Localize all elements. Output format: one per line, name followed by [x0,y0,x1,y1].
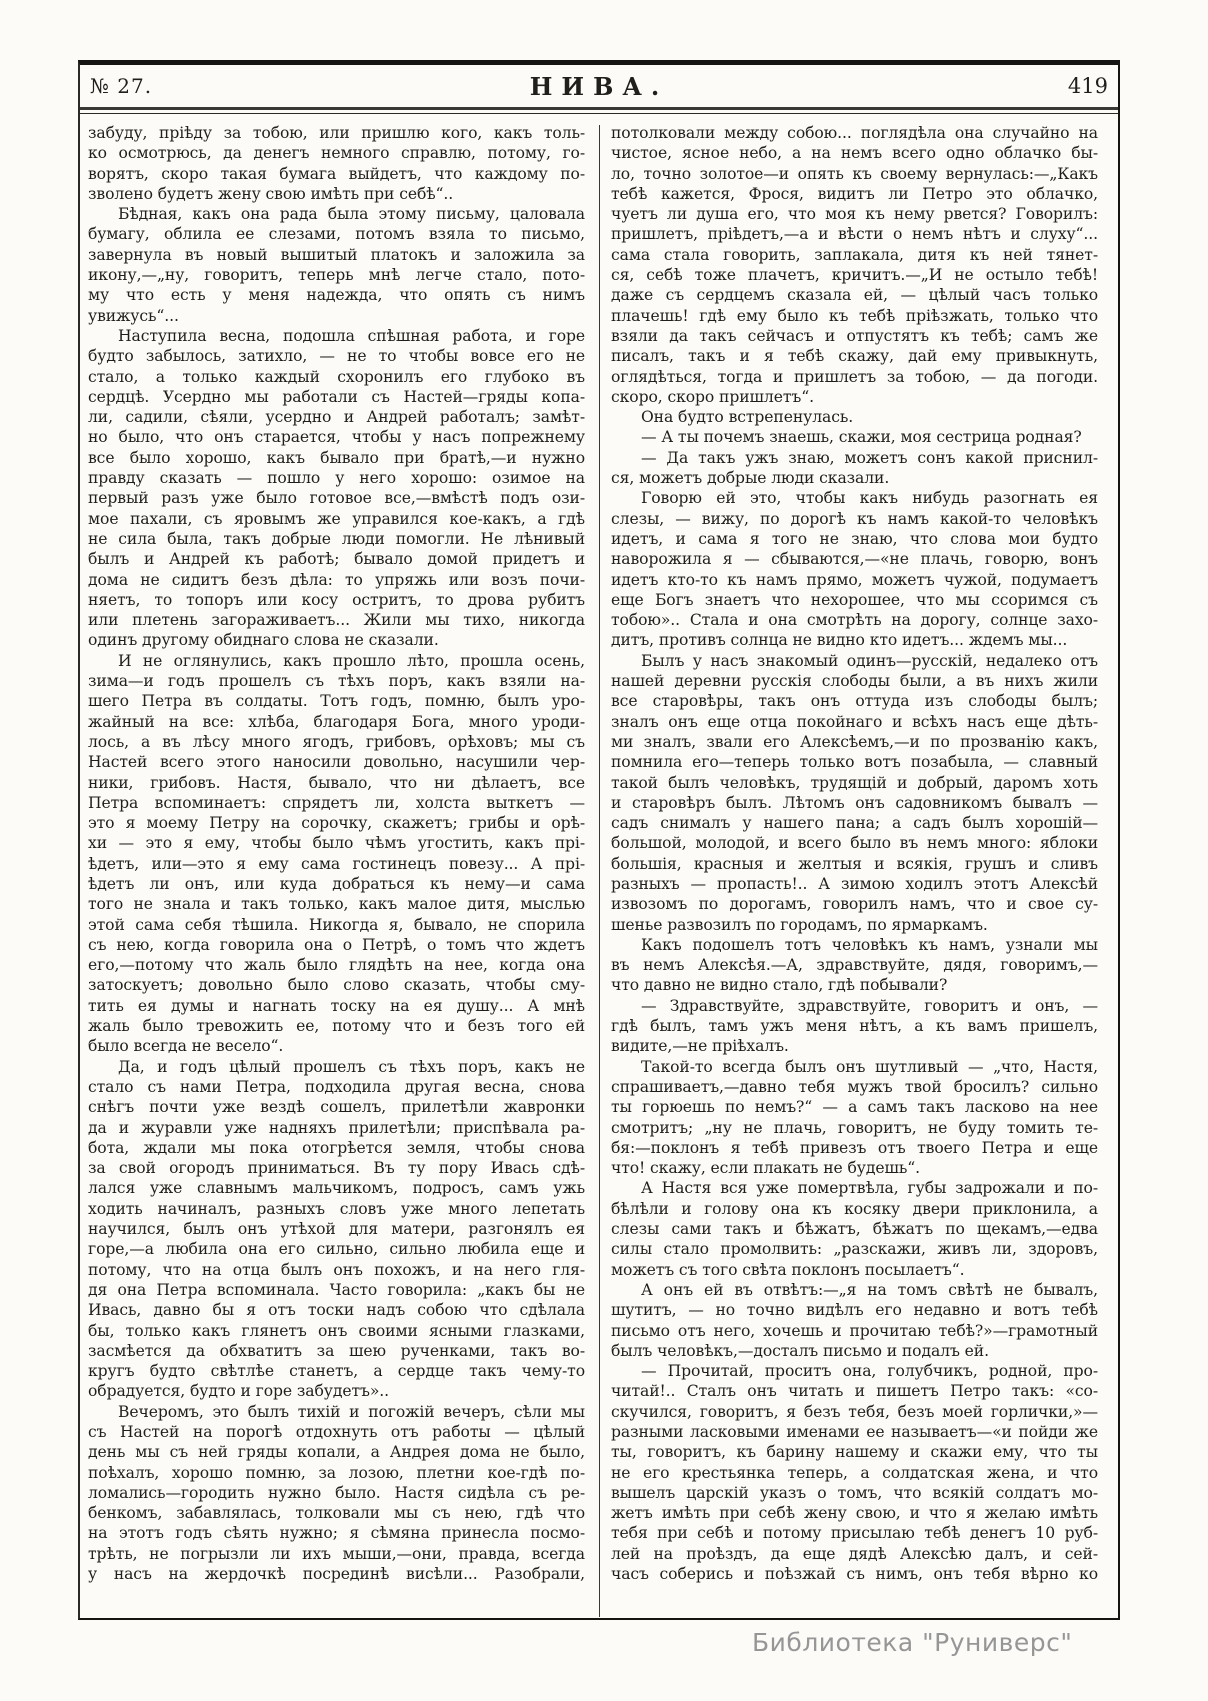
text-line: стало, а только каждый схоронилъ его глубоко въ [88,367,585,386]
page-number: 419 [1067,74,1108,98]
text-line: И не оглянулись, какъ прошло лѣто, прошла осень, [118,651,585,670]
text-line: садъ снималъ у нашего пана; а садъ былъ хорошій— [611,814,1098,833]
text-line: съ нею, когда говорила она о Петрѣ, о томъ что ждетъ [88,935,585,954]
text-line: Петра вспоминаетъ: спрядетъ ли, холста выткетъ — [88,793,585,812]
text-line: Наступила весна, подошла спѣшная работа, и горе [118,326,585,345]
text-line: писалъ, такъ и я тебѣ скажу, дай ему привыкнуть, [611,347,1098,366]
text-line: идетъ кто-то къ намъ прямо, можетъ чужой, подумаетъ [611,570,1098,589]
header-divider-rule [80,107,1118,114]
text-line: дитъ, противъ солнца не видно кто идетъ... ждемъ мы... [611,631,1068,650]
text-line: спрашиваетъ,—давно тебя мужъ твой бросилъ? сильно [611,1077,1098,1096]
text-columns [80,114,1118,1617]
issue-number: № 27. [90,74,153,98]
text-line: затоскуетъ; довольно было слово сказать, чтобы сму- [88,976,585,995]
text-line: было всегда не весело“. [88,1037,284,1056]
text-line: можетъ съ того свѣта поклонъ посылаетъ“. [611,1260,965,1279]
text-line: тобою».. Стала и она смотрѣть на дорогу, солнце захо- [611,611,1098,630]
text-line: шутитъ, — но точно видѣлъ его недавно и вотъ тебѣ [611,1301,1098,1320]
text-line: помнила его—теперь только вотъ позабыла, — славный [611,753,1098,772]
text-line: зналъ онъ еще отца покойнаго и всѣхъ насъ еще дѣть- [611,712,1098,731]
text-line: все было хорошо, какъ бывало при братѣ,—и нужно [88,448,585,467]
column-divider-rule [599,125,600,1617]
text-line: шего Петра въ солдаты. Тотъ годъ, помню, былъ уро- [88,692,585,711]
text-line: извозомъ по дорогамъ, говорилъ намъ, что и свое су- [611,895,1098,914]
text-line: взяли да такъ сейчасъ и отпустятъ къ тебѣ; самъ же [611,326,1098,345]
text-line: — Да такъ ужъ знаю, можетъ сонъ какой приснил- [641,448,1098,467]
text-line: но было, что онъ старается, чтобы у насъ попрежнему [88,428,585,447]
text-line: большія, красныя и желтыя и всякія, грушъ и сливъ [611,854,1098,873]
text-line: что давно не видно стало, гдѣ побывали? [611,976,948,995]
text-line: что! скажу, если плакать не будешь“. [611,1159,920,1178]
text-line: такой былъ человѣкъ, трудящій и добрый, даромъ хоть [611,773,1098,792]
text-line: былъ и Андрей къ работѣ; бывало домой придетъ и [88,550,585,569]
text-line: тить ея думы и нагнать тоску на ея душу... А мнѣ [88,996,585,1015]
text-line: зима—и годъ прошелъ съ тѣхъ поръ, какъ взяли на- [88,672,585,691]
text-line: слезы, — вижу, по дорогѣ къ намъ какой-то человѣкъ [611,509,1098,528]
text-line: одинъ другому обиднаго слова не сказали. [88,631,439,650]
text-line: разными ласковыми именами ее называетъ—«и пойди же [611,1423,1098,1441]
text-line: лался уже славнымъ мальчикомъ, подросъ, самъ ужь [88,1179,585,1198]
text-line: дома не сидитъ безъ дѣла: то упряжь или возъ почи- [88,570,585,589]
text-line: читай!.. Сталъ онъ читать и пишетъ Петро такъ: «со- [611,1382,1098,1401]
text-line: даже съ сердцемъ сказала ей, — цѣлый часъ только [611,286,1098,305]
text-line: разныхъ — пропасть!.. А зимою ходилъ этотъ Алексѣй [611,874,1098,893]
text-line: снѣгъ почти уже вездѣ сошелъ, прилетѣли жавронки [88,1098,585,1117]
page-header [80,65,1118,107]
text-line: жетъ имѣть при себѣ жену свою, и что я желаю имѣть [611,1504,1098,1523]
text-line: первый разъ уже было готовое все,—вмѣстѣ подъ ози- [88,489,585,508]
text-line: ло, точно золотое—и опять къ своему вернулась:—„Какъ [611,164,1098,183]
text-line: правду сказать — пошло у него хорошо: озимое на [88,469,585,488]
text-line: чистое, ясное небо, а на немъ всего одно облачко бы- [611,144,1098,163]
text-line: съ Настей на порогѣ отдохнуть отъ работы — цѣлый [88,1423,585,1441]
text-line: ты горюешь по немъ?“ — а самъ такъ ласково на нее [611,1098,1098,1117]
text-line: Былъ у насъ знакомый одинъ—русскій, недалеко отъ [641,651,1098,670]
column-left [88,123,585,1617]
text-line: лей на проѣздъ, да еще дядѣ Алексѣю далъ, и сей- [611,1544,1098,1563]
text-line: увижусь“... [88,306,179,325]
text-line: въ немъ Алексѣя.—А, здравствуйте, дядя, говоримъ,— [611,956,1098,975]
text-line: скучился, говоритъ, я безъ тебя, безъ моей горлички,»— [611,1402,1098,1421]
text-line: — Здравствуйте, здравствуйте, говоритъ и онъ, — [641,996,1098,1015]
text-line: ся, можетъ добрые люди сказали. [611,469,890,488]
column-right [611,123,1098,1617]
text-line: гдѣ былъ, тамъ ужъ меня нѣтъ, а къ вамъ пришелъ, [611,1017,1098,1036]
text-line: ходить начиналъ, разныхъ словъ уже много лепетать [88,1199,585,1218]
text-line: смотритъ; „ну не плачь, говоритъ, не буду томить те- [611,1118,1098,1137]
text-line: силы стало промолвить: „разскажи, живъ ли, здоровъ, [611,1240,1098,1259]
text-line: бы, только какъ глянетъ онъ своими ясными глазками, [88,1321,585,1340]
text-line: слезы сами такъ и бѣжатъ, бѣжатъ по щекамъ,—едва [611,1220,1098,1239]
text-line: горе,—а любила она его сильно, сильно любила еще и [88,1240,585,1259]
text-line: Бѣдная, какъ она рада была этому письму, цаловала [118,205,585,224]
text-line: шенье развозилъ по городамъ, по ярмаркамъ. [611,915,988,934]
text-line: письмо отъ него, хочешь и прочитаю тебѣ?»—грамотный [611,1321,1098,1340]
text-line: ѣдетъ, или—это я ему сама гостинецъ повезу... А прі- [88,854,585,873]
text-line: А онъ ей въ отвѣтъ:—„я на томъ свѣтѣ не бывалъ, [641,1280,1098,1299]
text-line: будто забылось, затихло, — не то чтобы вовсе его не [88,347,585,366]
text-line: у насъ на жердочкѣ посрединѣ висѣли... Разобрали, [88,1565,585,1584]
text-line: не его крестьянка теперь, а солдатская жена, и что [611,1463,1098,1482]
text-line: вышелъ царскій указъ о томъ, что всякій солдатъ мо- [611,1483,1098,1502]
text-line: бумагу, облила ее слезами, потомъ взяла то письмо, [88,225,585,244]
text-line: Какъ подошелъ тотъ человѣкъ къ намъ, узнали мы [641,935,1098,954]
text-line: дя она Петра вспоминала. Часто говорила: „какъ бы не [88,1280,585,1299]
text-line: не сила была, такъ добрые люди помогли. Не лѣнивый [88,529,585,548]
text-line: да и журавли уже надняхъ прилетѣли; приспѣвала ра- [88,1118,585,1137]
text-line: жаль было тревожить ее, потому что и безъ того ей [88,1017,585,1036]
text-line: его,—потому что жаль было глядѣть на нее, когда она [88,956,585,975]
text-line: Да, и годъ цѣлый прошелъ съ тѣхъ поръ, какъ не [118,1057,585,1076]
text-line: день мы съ ней гряды копали, а Андрея дома не было, [88,1443,585,1462]
text-line: бя:—поклонъ я тебѣ привезъ отъ твоего Петра и еще [611,1138,1098,1157]
text-line: все старовѣры, такъ онъ оттуда изъ слободы былъ; [611,692,1098,711]
text-line: наворожила я — сбываются,—«не плачь, говорю, вонъ [611,550,1098,569]
text-line: Она будто встрепенулась. [641,408,854,427]
text-line: Вечеромъ, это былъ тихій и погожій вечеръ, сѣли мы [118,1402,585,1421]
text-line: чуетъ ли душа его, что моя къ нему рвется? Говорилъ: [611,205,1098,224]
text-line: сердцѣ. Усердно мы работали съ Настей—гряды копа- [88,387,585,406]
text-line: или плетень загораживаетъ... Жили мы тихо, никогда [88,611,585,630]
text-line: пришлетъ, пріѣдетъ,—а и вѣсти о немъ нѣтъ и слуху“... [611,225,1098,244]
text-line: ли, садили, сѣяли, усердно и Андрей работалъ; замѣт- [88,408,585,427]
text-line: няетъ, то топоръ или косу остритъ, то дрова рубитъ [88,590,585,609]
text-line: идетъ, и сама я того не знаю, что слова мои будто [611,529,1098,548]
text-line: стало съ нами Петра, подходила другая весна, снова [88,1077,585,1096]
text-line: бота, ждали мы пока отогрѣется земля, чтобы снова [88,1138,585,1157]
text-line: сама стала говорить, заплакала, дитя къ ней тянет- [611,245,1098,264]
text-line: му что есть у меня надежда, что опять съ нимъ [88,286,585,305]
text-line: Говорю ей это, чтобы какъ нибудь разогнать ея [641,489,1098,508]
text-line: икону,—„ну, говоритъ, теперь мнѣ легче стало, пото- [88,266,585,285]
text-line: ѣдетъ ли онъ, или куда добраться къ нему—и сама [88,874,585,893]
text-line: ломались—городить нужно было. Настя сидѣла съ ре- [88,1483,585,1502]
text-line: зволено будетъ жену свою имѣть при себѣ“.. [88,184,454,203]
text-line: ко осмотрюсь, да денегъ немного справлю, потому, го- [88,144,585,163]
text-line: потолковали между собою... поглядѣла она случайно на [611,124,1098,142]
text-line: хи — это я ему, чтобы было чѣмъ угостить, какъ прі- [88,834,585,853]
text-line: бенкомъ, забавлялась, толковали мы съ нею, гдѣ что [88,1504,585,1523]
text-line: А Настя вся уже помертвѣла, губы задрожали и по- [641,1179,1098,1198]
text-line: былъ человѣкъ,—досталъ письмо и подалъ ей. [611,1341,989,1360]
text-line: часъ соберись и поѣзжай съ нимъ, онъ тебя вѣрно ко [611,1565,1098,1584]
text-line: ты, говоритъ, къ барину нашему и скажи ему, что ты [611,1443,1098,1462]
text-line: научился, былъ онъ утѣхой для матери, разгонялъ ея [88,1220,585,1239]
text-line: обрадуется, будто и горе забудетъ».. [88,1382,389,1401]
text-line: тебя при себѣ и потому присылаю тебѣ денегъ 10 руб- [611,1524,1098,1543]
page-border-frame [78,60,1120,1620]
text-line: это я моему Петру на сорочку, скажетъ; грибы и орѣ- [88,814,585,833]
text-line: оглядѣться, тогда и пришлетъ за тобою, — да погоди. [611,367,1098,386]
text-line: жайный на все: хлѣба, благодаря Бога, много уроди- [88,712,585,731]
text-line: Настей всего этого наносили довольно, насушили чер- [88,753,585,772]
text-line: мое пахали, съ яровымъ же управился кое-какъ, а гдѣ [88,509,585,528]
text-line: бѣлѣли и голову она къ косяку двери приклонила, а [611,1199,1098,1218]
text-line: Ивась, давно бы я отъ тоски надъ собою что сдѣлала [88,1301,585,1320]
text-line: завернула въ новый вышитый платокъ и заложила за [88,245,585,264]
text-line: поѣхалъ, хорошо помню, за лозою, плетни кое-гдѣ по- [88,1463,585,1482]
text-line: Такой-то всегда былъ онъ шутливый — „что, Настя, [641,1057,1098,1076]
text-line: того не знала и такъ только, какъ малое дитя, мыслью [88,895,585,914]
text-line: скоро, скоро пришлетъ“. [611,387,814,406]
text-line: тебѣ кажется, Фрося, видитъ ли Петро это облачко, [611,184,1098,203]
text-line: — Прочитай, проситъ она, голубчикъ, родной, про- [641,1362,1098,1381]
text-line: трѣть, не погрызли ли ихъ мыши,—они, правда, всегда [88,1544,585,1563]
text-line: большой, молодой, и всего было въ немъ много: яблоки [611,834,1098,853]
text-line: ники, грибовъ. Настя, бывало, что ни дѣлаетъ, все [88,773,585,792]
text-line: ми зналъ, звали его Алексѣемъ,—и по прозванію какъ, [611,732,1098,751]
text-line: потому, что на отца былъ онъ похожъ, и на него гля- [88,1260,585,1279]
text-line: ворятъ, скоро такая бумага выйдетъ, что каждому по- [88,164,585,183]
text-line: и старовѣръ былъ. Лѣтомъ онъ садовникомъ бывалъ — [611,793,1098,812]
text-line: забуду, пріѣду за тобою, или пришлю кого, какъ толь- [88,124,585,142]
text-line: засмѣется да обхватитъ за шею рученками, такъ во- [88,1341,585,1360]
library-watermark: Библиотека "Руниверс" [752,1628,1073,1657]
text-line: — А ты почемъ знаешь, скажи, моя сестрица родная? [641,428,1082,447]
text-line: кругъ будто свѣтлѣе станетъ, а сердце такъ чему-то [88,1362,585,1381]
text-line: за свой огородъ приниматься. Въ ту пору Ивась сдѣ- [88,1159,585,1178]
text-line: этой сама себя тѣшила. Никогда я, бывало, не спорила [88,915,585,934]
text-line: нашей деревни русскія слободы были, а въ нихъ жили [611,672,1098,691]
text-line: лось, а въ лѣсу много ягодъ, грибовъ, орѣховъ; мы съ [88,732,585,751]
text-line: на этотъ годъ сѣять нужно; я сѣмяна принесла посмо- [88,1524,585,1543]
text-line: видите,—не пріѣхалъ. [611,1037,789,1056]
text-line: ся, себѣ тоже плачетъ, кричитъ.—„И не остыло тебѣ! [611,266,1098,285]
text-line: еще Богъ знаетъ что нехорошее, что мы ссоримся съ [611,590,1098,609]
magazine-title: НИВА. [529,71,669,101]
text-line: плачешь! гдѣ ему было къ тебѣ пріѣзжать, только что [611,306,1098,325]
